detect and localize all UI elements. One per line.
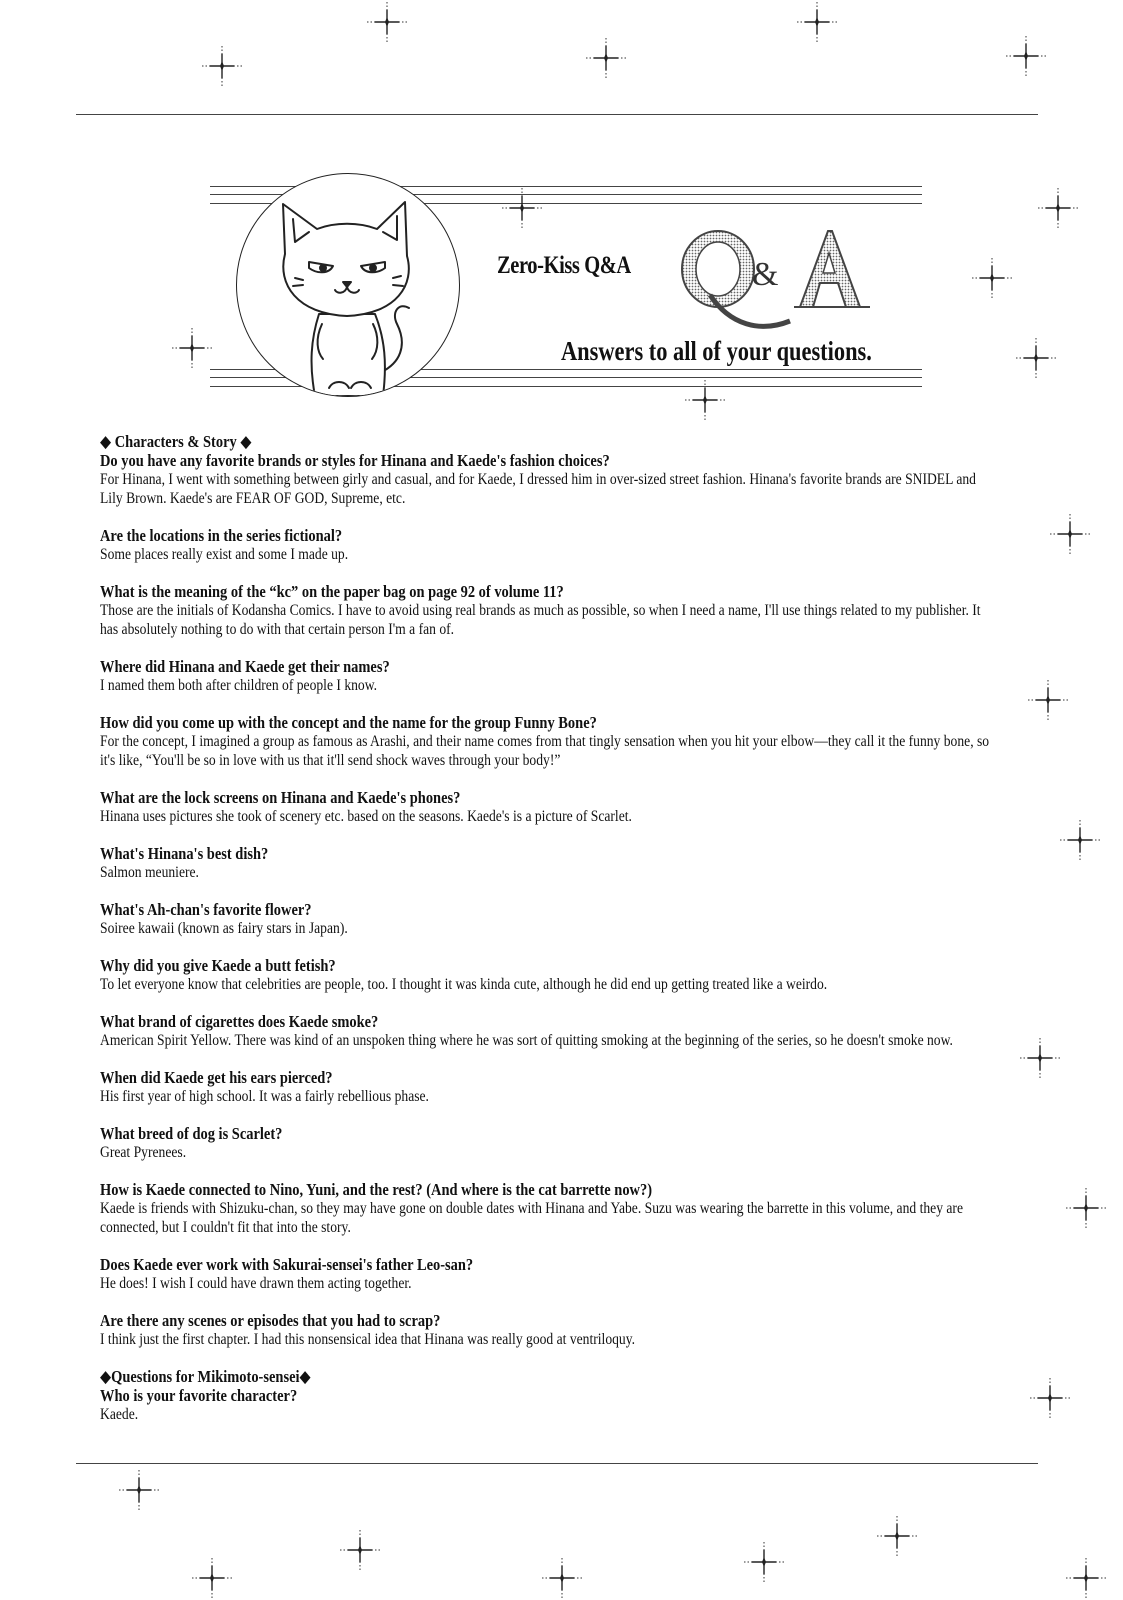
answer: American Spirit Yellow. There was kind of an unspoken thing where he was sort of quitting smoking at the beginning of the series, so he doesn't smoke now. [100, 1032, 953, 1049]
question: What is the meaning of the “kc” on the paper bag on page 92 of volume 11? [100, 582, 564, 601]
sparkle-icon [338, 1528, 382, 1572]
sparkle-icon [742, 1540, 786, 1584]
bottom-divider [76, 1463, 1038, 1464]
sparkle-icon [1028, 1376, 1072, 1420]
sparkle-icon [584, 36, 628, 80]
sparkle-icon [1064, 1186, 1108, 1230]
answer: His first year of high school. It was a fairly rebellious phase. [100, 1088, 429, 1105]
sparkle-icon [170, 326, 214, 370]
section-questions-for-author [100, 1367, 1000, 1424]
sparkle-icon [540, 1556, 584, 1600]
qa-item [100, 451, 1000, 508]
question: How is Kaede connected to Nino, Yuni, and the rest? (And where is the cat barrette now?) [100, 1180, 653, 1199]
question: Where did Hinana and Kaede get their names? [100, 657, 390, 676]
qa-item [100, 1068, 1000, 1106]
sparkle-icon [875, 1514, 919, 1558]
question: How did you come up with the concept and the name for the group Funny Bone? [100, 713, 597, 732]
qa-item [100, 900, 1000, 938]
qa-item [100, 1124, 1000, 1162]
answer: Some places really exist and some I made up. [100, 546, 349, 563]
question: Are there any scenes or episodes that you had to scrap? [100, 1311, 441, 1330]
question: What's Ah-chan's favorite flower? [100, 900, 312, 919]
answer: Kaede is friends with Shizuku-chan, so they may have gone on double dates with Hinana and Yabe. Suzu was wearing the barrette in this volume, and they are connected, but I couldn't fit that into the story. [100, 1200, 964, 1236]
sparkle-icon [1026, 678, 1070, 722]
header [0, 0, 1123, 430]
question: When did Kaede get his ears pierced? [100, 1068, 333, 1087]
answer: He does! I wish I could have drawn them acting together. [100, 1275, 412, 1292]
cat-mascot-illustration [236, 173, 460, 397]
answer: Kaede. [100, 1406, 139, 1423]
qa-item [100, 1180, 1000, 1237]
question: Who is your favorite character? [100, 1386, 298, 1405]
qa-item [100, 956, 1000, 994]
cat-icon [237, 174, 459, 396]
page-subtitle: Answers to all of your questions. [561, 336, 872, 366]
qa-item [100, 1311, 1000, 1349]
question: What are the lock screens on Hinana and Kaede's phones? [100, 788, 461, 807]
qa-item [100, 657, 1000, 695]
sparkle-icon [1058, 818, 1102, 862]
question: What brand of cigarettes does Kaede smoke? [100, 1012, 379, 1031]
section-characters-story [100, 432, 1000, 1349]
qa-item [100, 582, 1000, 639]
answer: Soiree kawaii (known as fairy stars in Japan). [100, 920, 348, 937]
qa-item [100, 1255, 1000, 1293]
sparkle-icon [1036, 186, 1080, 230]
qa-item [100, 1012, 1000, 1050]
section-heading: ◆ Characters & Story ◆ [100, 432, 252, 451]
question: Does Kaede ever work with Sakurai-sensei's father Leo-san? [100, 1255, 474, 1274]
answer: Those are the initials of Kodansha Comics. I have to avoid using real brands as much as possible, so when I need a name, I'll use things related to my publisher. It has absolutely nothing to do with that certain person I'm a fan of. [100, 602, 981, 638]
sparkle-icon [683, 378, 727, 422]
question: Do you have any favorite brands or styles for Hinana and Kaede's fashion choices? [100, 451, 610, 470]
question: Are the locations in the series fictional? [100, 526, 343, 545]
qa-item [100, 1386, 1000, 1424]
answer: For Hinana, I went with something between girly and casual, and for Kaede, I dressed him in over-sized street fashion. Hinana's favorite brands are SNIDEL and Lily Brown. Kaede's are FEAR OF GOD, Supreme, etc. [100, 471, 976, 507]
section-heading: ◆Questions for Mikimoto-sensei◆ [100, 1367, 311, 1386]
sparkle-icon [1048, 512, 1092, 556]
answer: Salmon meuniere. [100, 864, 199, 881]
qa-item [100, 844, 1000, 882]
sparkle-icon [200, 44, 244, 88]
sparkle-icon [500, 186, 544, 230]
sparkle-icon [1014, 336, 1058, 380]
question: Why did you give Kaede a butt fetish? [100, 956, 336, 975]
answer: To let everyone know that celebrities are people, too. I thought it was kinda cute, although he did end up getting treated like a weirdo. [100, 976, 828, 993]
page-title: Zero-Kiss Q&A [497, 252, 631, 279]
svg-text:&: & [752, 256, 779, 293]
qa-item [100, 713, 1000, 770]
question: What's Hinana's best dish? [100, 844, 269, 863]
sparkle-icon [190, 1556, 234, 1600]
sparkle-icon [1064, 1556, 1108, 1600]
sparkle-icon [117, 1468, 161, 1512]
sparkle-icon [1004, 34, 1048, 78]
sparkle-icon [795, 0, 839, 44]
answer: For the concept, I imagined a group as famous as Arashi, and their name comes from that tingly sensation when you hit your elbow—they call it the funny bone, so it's like, “You'll be so in love with us that it'll send shock waves through your body!” [100, 733, 990, 769]
qa-item [100, 788, 1000, 826]
answer: Hinana uses pictures she took of scenery etc. based on the seasons. Kaede's is a picture of Scarlet. [100, 808, 632, 825]
answer: Great Pyrenees. [100, 1144, 187, 1161]
qa-content [100, 432, 1000, 1424]
answer: I named them both after children of people I know. [100, 677, 378, 694]
sparkle-icon [1018, 1036, 1062, 1080]
sparkle-icon [970, 256, 1014, 300]
sparkle-icon [365, 0, 409, 44]
answer: I think just the first chapter. I had this nonsensical idea that Hinana was really good at ventriloquy. [100, 1331, 636, 1348]
qa-item [100, 526, 1000, 564]
qa-logo-graphic [670, 225, 890, 335]
question: What breed of dog is Scarlet? [100, 1124, 283, 1143]
